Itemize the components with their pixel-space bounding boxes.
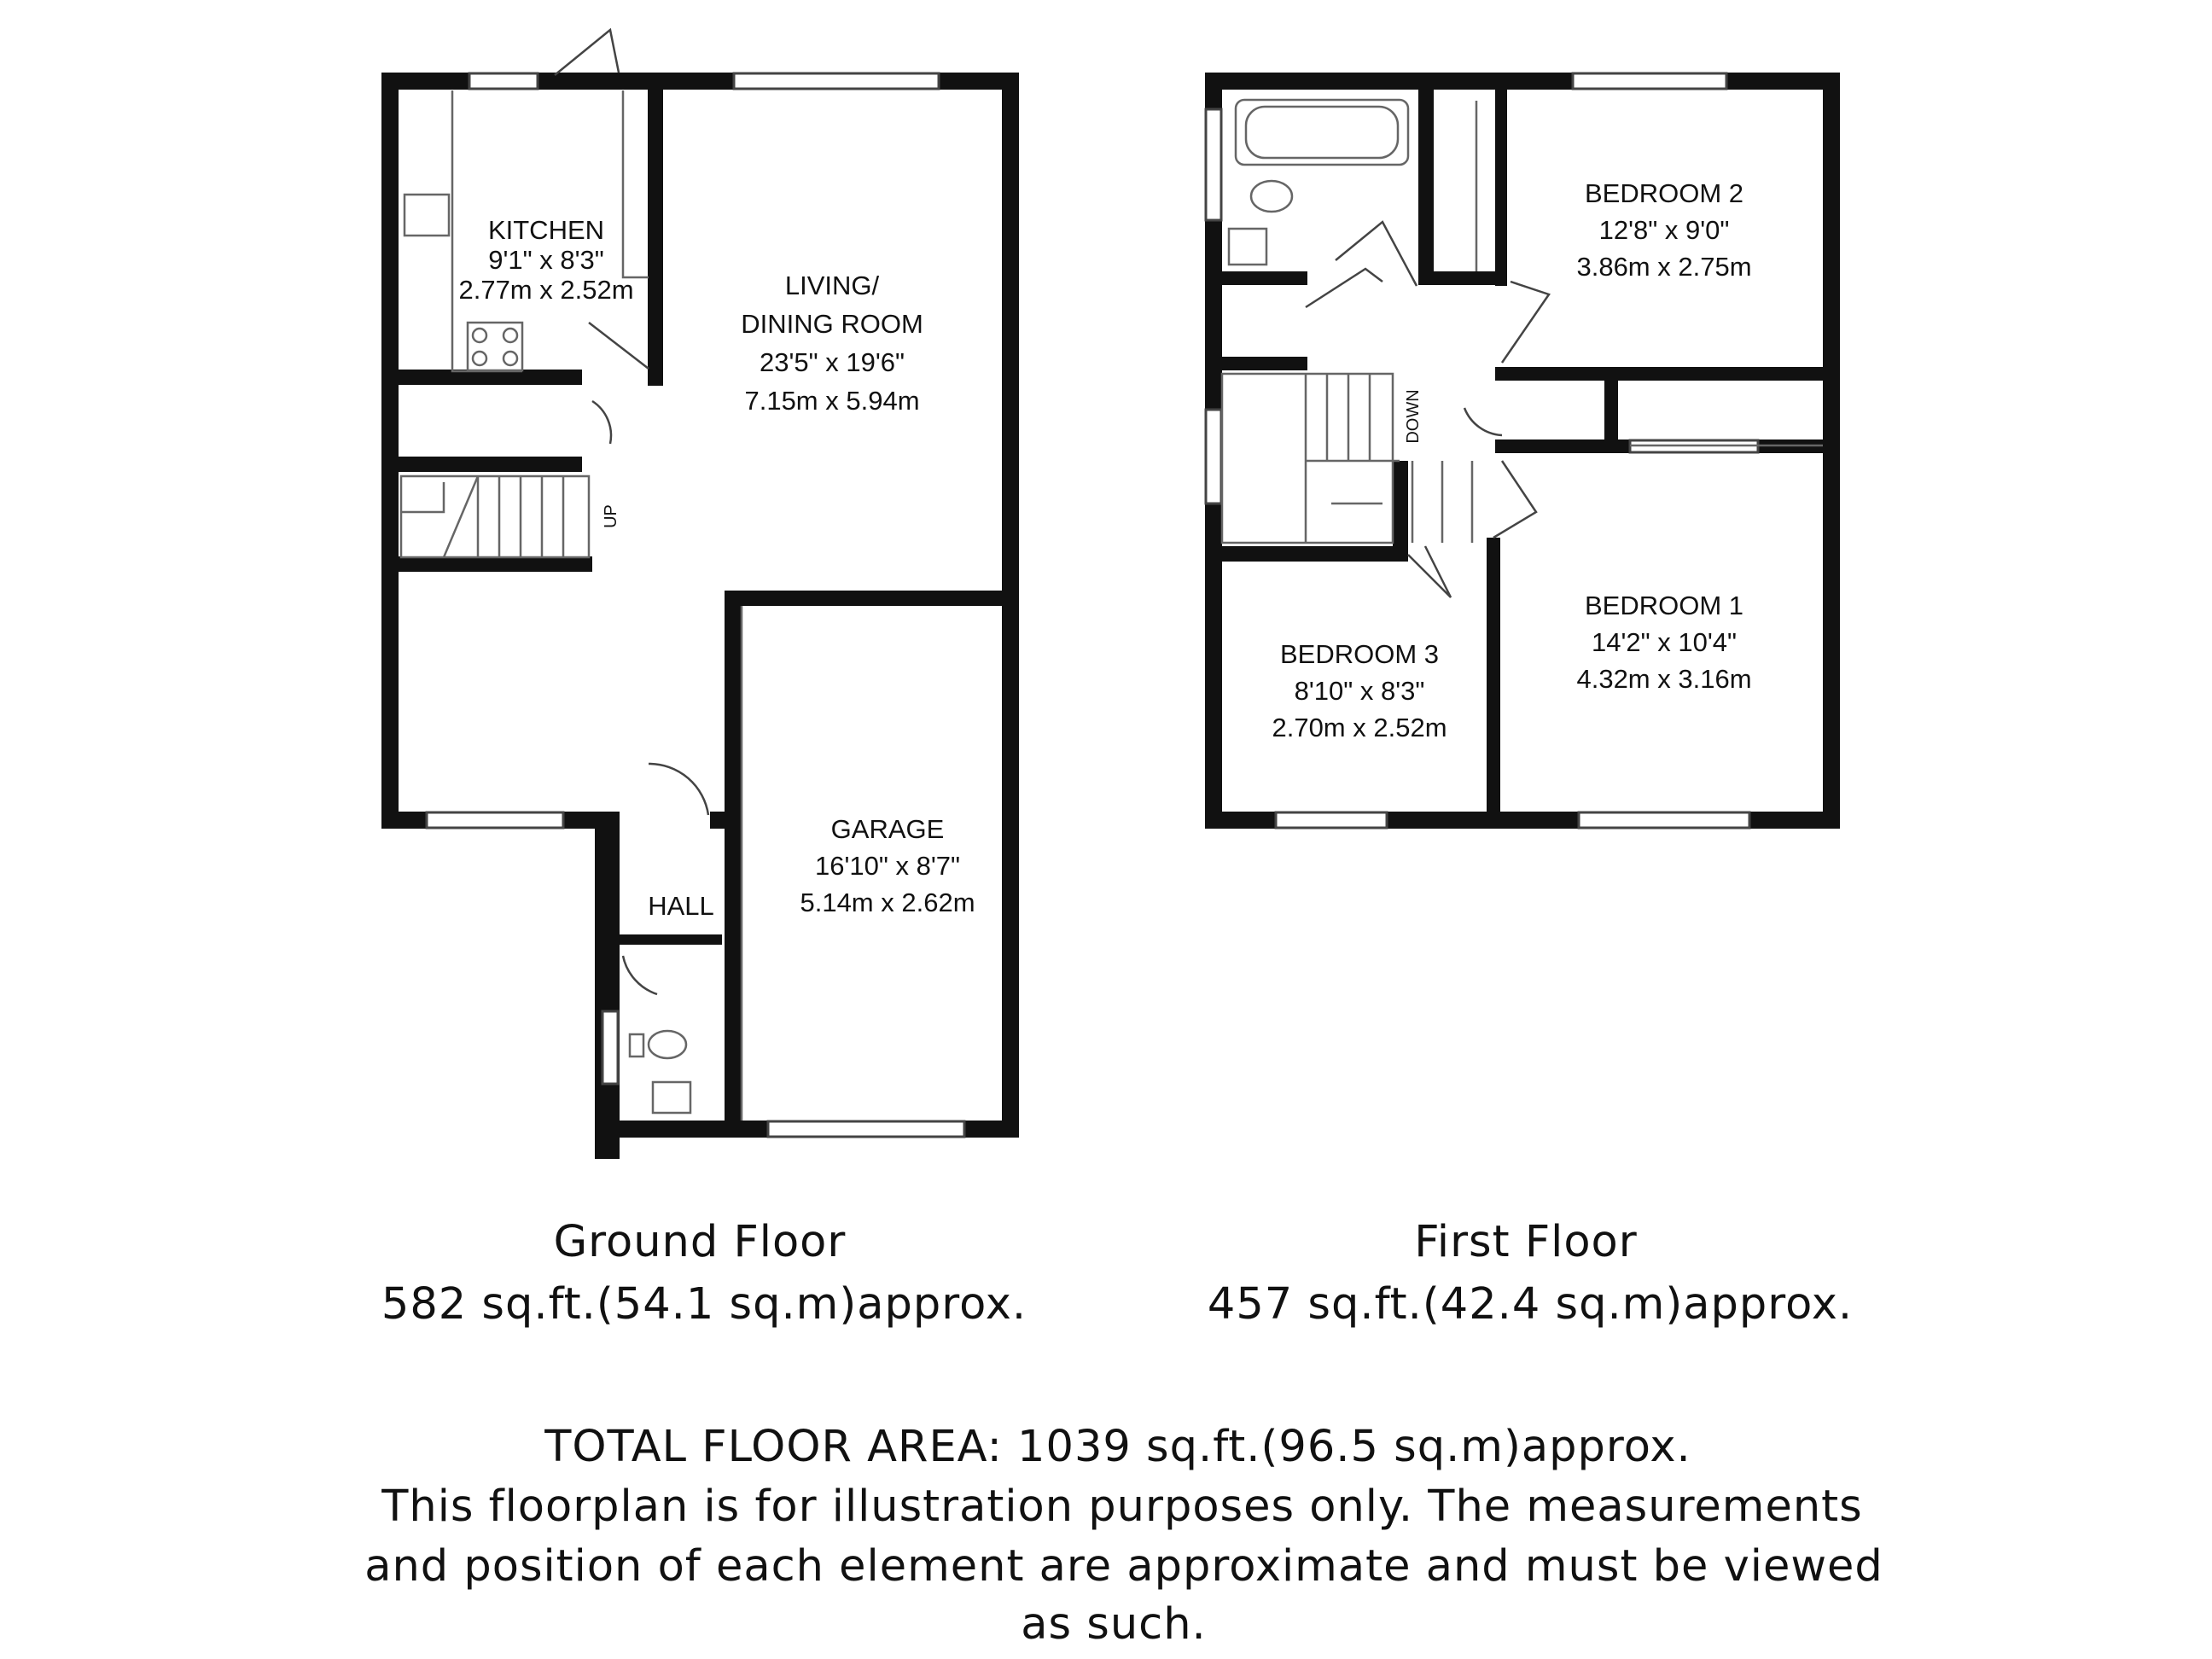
toilet-icon xyxy=(1251,181,1292,212)
living-name-2: DINING ROOM xyxy=(741,309,923,339)
window xyxy=(1206,410,1221,504)
door xyxy=(1408,546,1451,597)
door xyxy=(592,401,611,444)
hall-name: HALL xyxy=(648,891,714,921)
door xyxy=(623,956,657,994)
door xyxy=(589,323,649,369)
garage-name: GARAGE xyxy=(830,814,945,844)
bedroom2-name: BEDROOM 2 xyxy=(1584,178,1744,208)
first-floor-area: 457 sq.ft.(42.4 sq.m)approx. xyxy=(1207,1279,1854,1330)
bedroom1-name: BEDROOM 1 xyxy=(1584,591,1744,620)
bedroom1-metric: 4.32m x 3.16m xyxy=(1576,664,1752,694)
door xyxy=(1502,282,1549,363)
disclaimer-line-3: as such. xyxy=(1021,1599,1207,1650)
ground-floor-area: 582 sq.ft.(54.1 sq.m)approx. xyxy=(381,1279,1027,1330)
toilet-icon xyxy=(649,1031,686,1058)
living-imperial: 23'5" x 19'6" xyxy=(759,347,905,377)
bedroom3-metric: 2.70m x 2.52m xyxy=(1272,713,1447,742)
window xyxy=(427,812,563,828)
garage-metric: 5.14m x 2.62m xyxy=(800,888,975,917)
basin-icon xyxy=(1229,229,1266,265)
door xyxy=(1464,408,1502,435)
window xyxy=(602,1011,618,1084)
disclaimer-line-1: This floorplan is for illustration purposes only. The measurements xyxy=(381,1481,1863,1532)
first-floor-plan xyxy=(1205,73,1840,829)
kitchen-name: KITCHEN xyxy=(487,215,605,245)
window xyxy=(1206,109,1221,220)
window xyxy=(1573,73,1726,89)
window xyxy=(734,73,939,89)
kitchen-sink-icon xyxy=(405,195,449,236)
window xyxy=(1579,812,1749,828)
living-metric: 7.15m x 5.94m xyxy=(744,386,920,416)
bedroom3-imperial: 8'10" x 8'3" xyxy=(1294,676,1425,706)
garage-imperial: 16'10" x 8'7" xyxy=(814,851,961,881)
basin-icon xyxy=(653,1082,690,1113)
disclaimer-line-2: and position of each element are approximate and must be viewed xyxy=(364,1541,1883,1592)
door xyxy=(1493,461,1536,538)
door xyxy=(1306,269,1382,307)
bath-icon xyxy=(1236,100,1408,165)
stairs-up-label: UP xyxy=(602,504,620,528)
bedroom1-imperial: 14'2" x 10'4" xyxy=(1591,627,1738,657)
stairs-down-label: DOWN xyxy=(1404,389,1423,444)
bedroom3-name: BEDROOM 3 xyxy=(1279,639,1440,669)
bedroom2-imperial: 12'8" x 9'0" xyxy=(1598,215,1730,245)
staircase xyxy=(401,476,589,557)
total-floor-area: TOTAL FLOOR AREA: 1039 sq.ft.(96.5 sq.m)approx. xyxy=(544,1422,1691,1472)
window xyxy=(768,1121,964,1137)
bedroom2-metric: 3.86m x 2.75m xyxy=(1576,252,1752,282)
living-name-1: LIVING/ xyxy=(784,271,880,300)
first-floor-title: First Floor xyxy=(1414,1217,1638,1267)
ground-floor-title: Ground Floor xyxy=(553,1217,847,1267)
window xyxy=(1276,812,1387,828)
window xyxy=(469,73,538,89)
door xyxy=(649,764,708,815)
door xyxy=(555,30,619,75)
kitchen-metric: 2.77m x 2.52m xyxy=(458,275,634,305)
ground-floor-plan xyxy=(381,30,1019,1159)
kitchen-imperial: 9'1" x 8'3" xyxy=(488,245,604,275)
staircase xyxy=(1222,374,1472,543)
